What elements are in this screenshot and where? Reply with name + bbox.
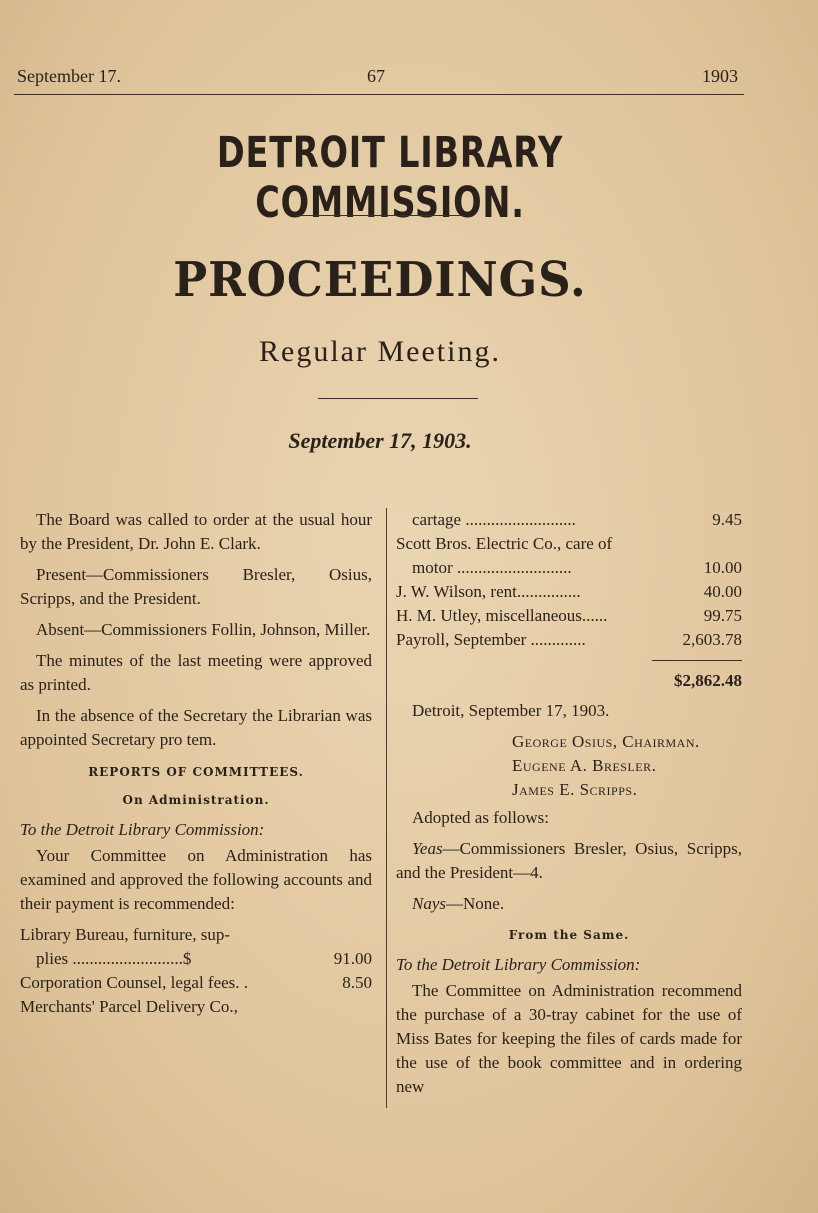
account-row: [20, 995, 372, 1019]
yeas-text: —Commissioners Bresler, Osius, Scripps, and the President—4.: [396, 839, 742, 882]
signature-chairman: George Osius, Chairman.: [512, 732, 700, 751]
account-label: J. W. Wilson, rent...............: [396, 582, 581, 601]
page-number: 67: [367, 66, 385, 86]
header-year: 1903: [702, 66, 738, 86]
account-amount: 2,603.78: [682, 630, 742, 649]
absent-list: Absent—Commissioners Follin, Johnson, Miller.: [36, 620, 371, 639]
account-amount: 10.00: [703, 558, 742, 577]
reports-heading: REPORTS OF COMMITTEES.: [88, 765, 304, 779]
dateline: Detroit, September 17, 1903.: [412, 701, 610, 720]
account-amount: [366, 995, 372, 1019]
account-row: [396, 580, 742, 604]
account-label: Merchants' Parcel Delivery Co.,: [20, 997, 238, 1016]
account-amount: 99.75: [703, 606, 742, 625]
signature-member: James E. Scripps.: [512, 780, 638, 799]
nays-label: Nays: [412, 894, 446, 913]
yeas-label: Yeas: [412, 839, 443, 858]
account-amount: 9.45: [712, 510, 742, 529]
document-title: DETROIT LIBRARY COMMISSION.: [216, 128, 564, 228]
account-label: Scott Bros. Electric Co., care of: [396, 534, 613, 553]
account-label: Corporation Counsel, legal fees. .: [20, 973, 249, 992]
account-row: [20, 971, 372, 995]
account-label: Library Bureau, furniture, sup-: [20, 925, 231, 944]
account-amount: 91.00: [333, 949, 372, 968]
meeting-rule: [318, 398, 478, 399]
account-amount: 8.50: [342, 973, 372, 992]
account-amount: [736, 532, 742, 556]
header-date: September 17.: [17, 66, 121, 86]
column-divider: [386, 508, 387, 1108]
salutation: To the Detroit Library Commission:: [396, 955, 641, 974]
account-row: [20, 923, 372, 947]
account-row: [396, 604, 742, 628]
account-label: motor ...........................: [412, 558, 572, 577]
from-same-heading: From the Same.: [508, 928, 630, 942]
minutes-approval: The minutes of the last meeting were approved as printed.: [20, 651, 372, 694]
account-label: cartage ..........................: [412, 510, 576, 529]
account-row: [20, 947, 372, 971]
total-rule: [652, 660, 742, 661]
title-rule: [295, 215, 465, 216]
present-list: Present—Commissioners Bresler, Osius, Scripps, and the President.: [20, 565, 372, 608]
nays-line: [396, 892, 742, 916]
meeting-date: September 17, 1903.: [288, 428, 472, 453]
account-row: [396, 628, 742, 652]
section-title: PROCEEDINGS.: [173, 252, 587, 308]
cabinet-recommendation: The Committee on Administration recommend the purchase of a 30-tray cabinet for the use of Miss Bates for keeping the files of cards made for the use of the book committee and in ordering new: [396, 981, 742, 1096]
account-label: H. M. Utley, miscellaneous......: [396, 606, 608, 625]
account-row: [396, 532, 742, 556]
right-column: [396, 508, 742, 1106]
meeting-type: Regular Meeting.: [259, 335, 501, 368]
salutation: To the Detroit Library Commission:: [20, 820, 265, 839]
account-label: Payroll, September .............: [396, 630, 586, 649]
nays-text: —None.: [446, 894, 505, 913]
account-label: plies ..........................$: [36, 949, 192, 968]
adopted-line: Adopted as follows:: [412, 808, 549, 827]
yeas-line: [396, 837, 742, 885]
left-column: [20, 508, 372, 1019]
account-row: [396, 556, 742, 580]
account-amount: 40.00: [703, 582, 742, 601]
committee-heading: On Administration.: [122, 793, 270, 807]
accounts-total: $2,862.48: [674, 671, 742, 690]
secretary-appointment: In the absence of the Secretary the Librarian was appointed Secretary pro tem.: [20, 706, 372, 749]
account-row: [396, 508, 742, 532]
header-rule: [14, 94, 744, 95]
call-to-order: The Board was called to order at the usual hour by the President, Dr. John E. Clark.: [20, 510, 372, 553]
signature-member: Eugene A. Bresler.: [512, 756, 657, 775]
account-amount: [366, 923, 372, 947]
committee-report: Your Committee on Administration has examined and approved the following accounts and their payment is recommended:: [20, 846, 372, 913]
